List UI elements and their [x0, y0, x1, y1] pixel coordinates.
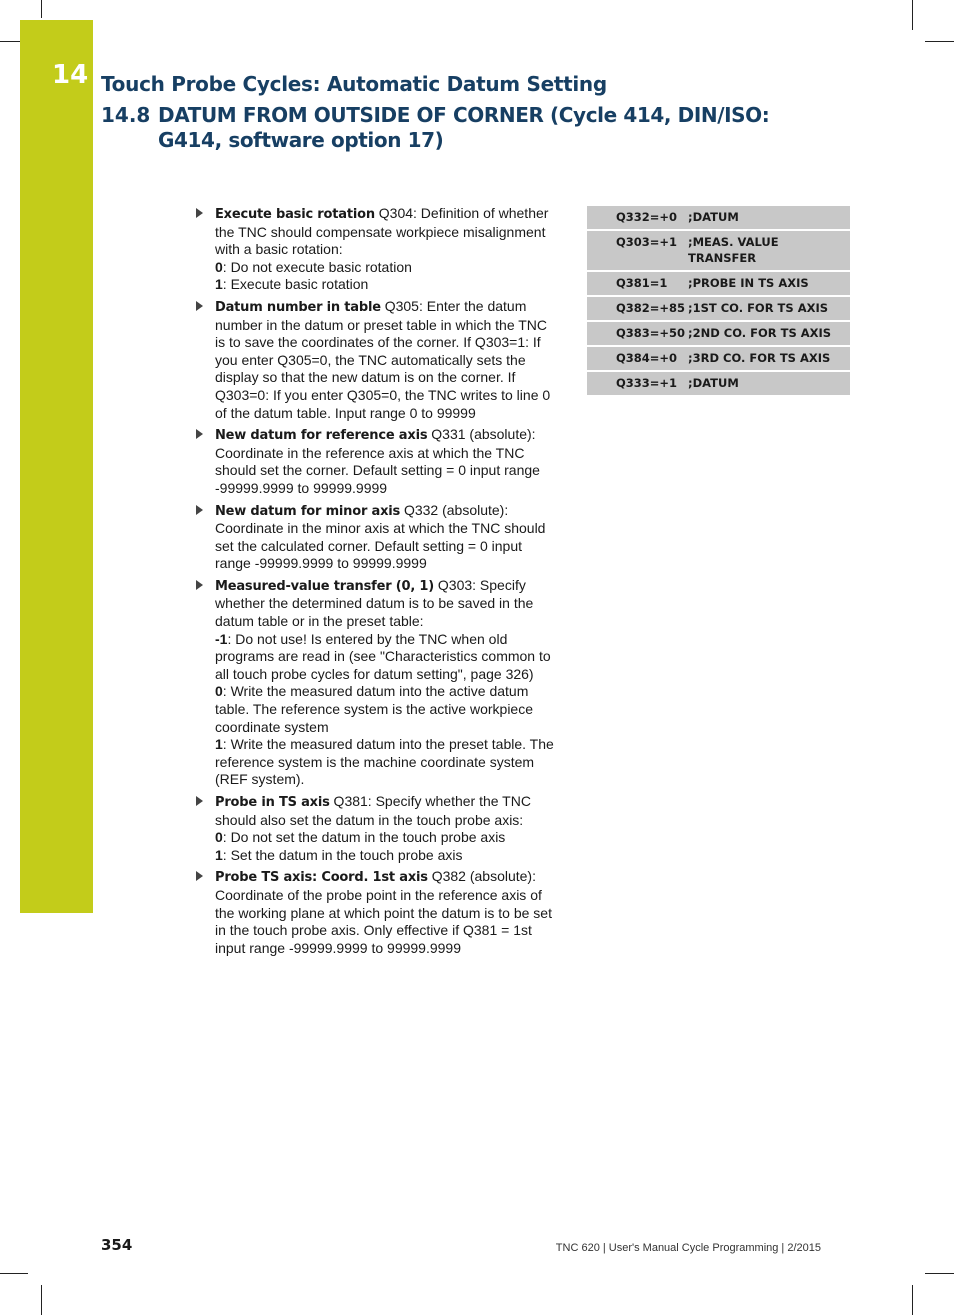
crop-mark — [41, 1285, 42, 1315]
parameter-name: New datum for reference axis — [215, 428, 428, 444]
parameter-item — [195, 577, 557, 789]
parameter-description: Measured-value transfer (0, 1) Q303: Specify whether the determined datum is to be saved in the datum table or in the preset table: — [215, 576, 534, 630]
code-row — [587, 321, 850, 346]
parameter-name: Execute basic rotation — [215, 207, 375, 222]
code-parameter: Q384=+0 — [587, 346, 688, 371]
parameter-item — [195, 426, 557, 497]
parameter-option — [215, 683, 557, 736]
crop-mark — [912, 1285, 913, 1315]
crop-mark — [0, 1273, 28, 1274]
triangle-bullet-icon — [196, 796, 203, 806]
code-parameter: Q383=+50 — [587, 321, 688, 346]
crop-mark — [925, 1273, 954, 1274]
code-comment: ;3RD CO. FOR TS AXIS — [688, 346, 850, 371]
parameter-list — [195, 205, 557, 961]
option-text: : Write the measured datum into the active datum table. The reference system is the active workpiece coordinate system — [215, 683, 534, 735]
page-number: 354 — [101, 1236, 133, 1254]
code-row — [587, 230, 850, 271]
triangle-bullet-icon — [196, 580, 203, 590]
triangle-bullet-icon — [196, 301, 203, 311]
option-value: -1 — [215, 630, 228, 647]
triangle-bullet-icon — [196, 871, 203, 881]
option-value: 0 — [215, 829, 223, 846]
code-row — [587, 296, 850, 321]
crop-mark — [41, 0, 42, 18]
triangle-bullet-icon — [196, 208, 203, 218]
code-row — [587, 206, 850, 230]
code-comment: ;DATUM — [688, 206, 850, 230]
parameter-option — [215, 829, 557, 847]
parameter-option — [215, 259, 557, 277]
option-value: 1 — [215, 736, 223, 753]
parameter-option — [215, 276, 557, 294]
parameter-name: Datum number in table — [215, 299, 381, 315]
chapter-title: Touch Probe Cycles: Automatic Datum Setting — [101, 72, 607, 96]
option-text: : Do not use! Is entered by the TNC when old programs are read in (see "Characteristics common to all touch probe cycles for datum setting", page 326) — [215, 630, 551, 682]
chapter-tab-bar — [20, 20, 93, 913]
parameter-item — [195, 502, 557, 573]
parameter-item — [195, 298, 557, 422]
code-row — [587, 271, 850, 296]
code-parameter: Q303=+1 — [587, 230, 688, 271]
code-comment: ;MEAS. VALUE TRANSFER — [688, 230, 850, 271]
code-comment: ;2ND CO. FOR TS AXIS — [688, 321, 850, 346]
code-row — [587, 346, 850, 371]
parameter-item — [195, 868, 557, 957]
parameter-name: Measured-value transfer (0, 1) — [215, 578, 434, 594]
parameter-item — [195, 793, 557, 864]
option-value: 1 — [215, 846, 223, 863]
triangle-bullet-icon — [196, 505, 203, 515]
parameter-name: Probe TS axis: Coord. 1st axis — [215, 870, 428, 886]
parameter-description: Execute basic rotation Q304: Definition of whether the TNC should compensate workpiece misalignment with a basic rotation: — [215, 205, 549, 258]
parameter-name: New datum for minor axis — [215, 503, 401, 519]
parameter-option — [215, 631, 557, 684]
code-comment: ;1ST CO. FOR TS AXIS — [688, 296, 850, 321]
option-text: : Do not execute basic rotation — [222, 258, 412, 275]
option-text: : Execute basic rotation — [222, 276, 369, 293]
code-parameter: Q382=+85 — [587, 296, 688, 321]
parameter-description: New datum for reference axis Q331 (absolute): Coordinate in the reference axis at which the TNC should set the corner. Default setting = 0 input range -99999.9999 to 99999.9999 — [215, 426, 540, 496]
chapter-number: 14 — [52, 60, 89, 90]
option-value: 1 — [215, 276, 223, 293]
parameter-option — [215, 847, 557, 865]
parameter-description: New datum for minor axis Q332 (absolute): Coordinate in the minor axis at which the TNC should set the calculated corner. Default setting = 0 input range -99999.9999 to 99999.9999 — [215, 501, 546, 572]
code-row — [587, 371, 850, 396]
option-text: : Do not set the datum in the touch probe axis — [222, 829, 506, 846]
crop-mark — [912, 0, 913, 30]
option-text: : Set the datum in the touch probe axis — [222, 846, 463, 863]
section-title: DATUM FROM OUTSIDE OF CORNER (Cycle 414, DIN/ISO: G414, software option 17) — [158, 103, 770, 152]
code-parameter: Q333=+1 — [587, 371, 688, 396]
parameter-item — [195, 205, 557, 294]
parameter-name: Probe in TS axis — [215, 795, 330, 810]
code-parameter: Q332=+0 — [587, 206, 688, 230]
nc-code-table — [587, 206, 850, 397]
option-value: 0 — [215, 683, 223, 700]
parameter-description: Probe TS axis: Coord. 1st axis Q382 (absolute): Coordinate of the probe point in the reference axis of the working plane at which point the datum is to be set in the touch probe axis. Only effective if Q381 = 1st input range -99999.9999 to 99999.9999 — [215, 868, 552, 956]
code-comment: ;PROBE IN TS AXIS — [688, 271, 850, 296]
parameter-description: Probe in TS axis Q381: Specify whether the TNC should also set the datum in the touch probe axis: — [215, 793, 531, 828]
code-comment: ;DATUM — [688, 371, 850, 396]
code-parameter: Q381=1 — [587, 271, 688, 296]
crop-mark — [925, 41, 954, 42]
section-number: 14.8 — [101, 103, 151, 127]
parameter-description: Datum number in table Q305: Enter the datum number in the datum or preset table in which the TNC is to save the coordinates of the corner. If Q303=1: If you enter Q305=0, the TNC automatically sets the display so that the new datum is on the corner. If Q303=0: If you enter Q305=0, the TNC writes to line 0 of the datum table. Input range 0 to 99999 — [215, 297, 551, 421]
triangle-bullet-icon — [196, 429, 203, 439]
crop-mark — [0, 41, 20, 42]
option-value: 0 — [215, 258, 223, 275]
parameter-option — [215, 736, 557, 789]
option-text: : Write the measured datum into the preset table. The reference system is the machine coordinate system (REF system). — [215, 736, 554, 788]
footer-text: TNC 620 | User's Manual Cycle Programming | 2/2015 — [555, 1242, 821, 1254]
